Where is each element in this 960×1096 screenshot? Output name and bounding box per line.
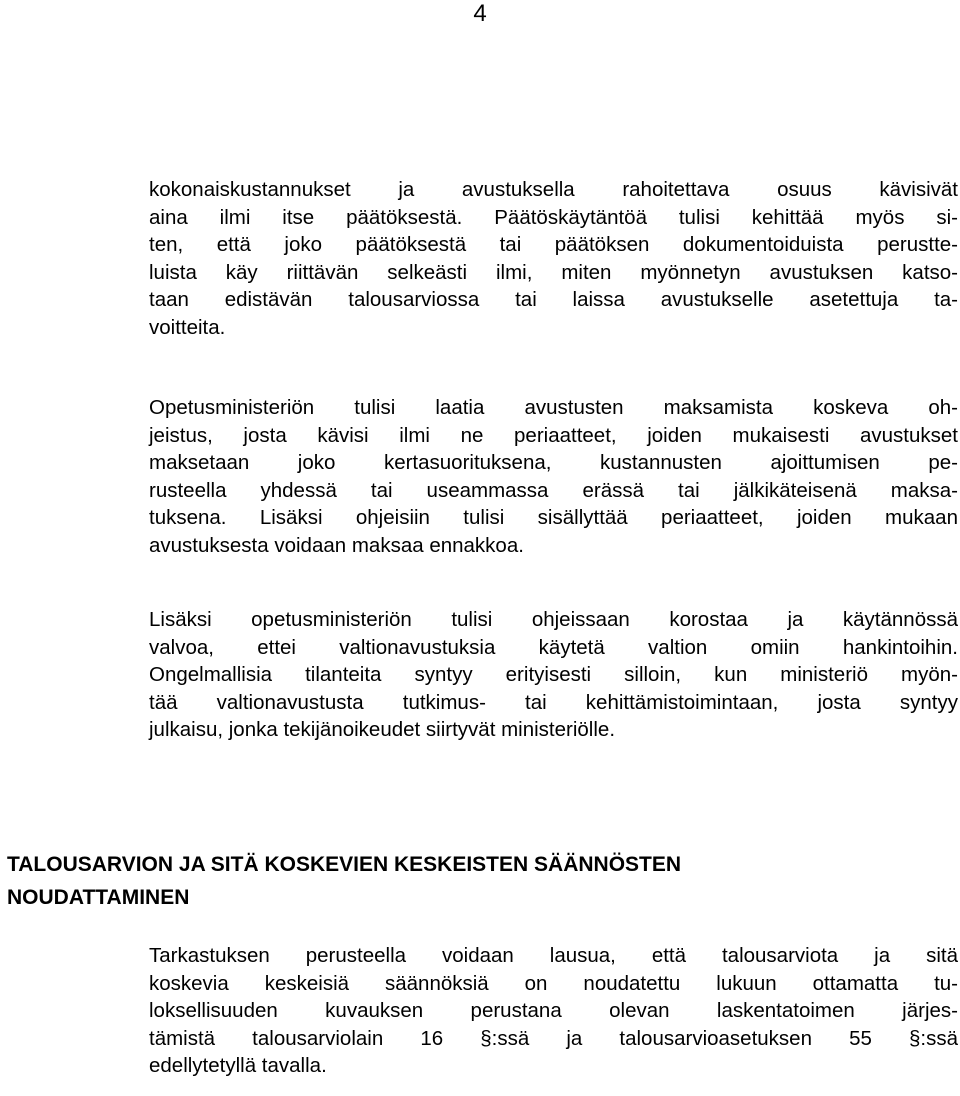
text-line: luista käy riittävän selkeästi ilmi, miten myönnetyn avustuksen katso- [149, 260, 958, 284]
text-line: julkaisu, jonka tekijänoikeudet siirtyvät ministeriölle. [149, 718, 616, 741]
text-line: aina ilmi itse päätöksestä. Päätöskäytäntöä tulisi kehittää myös si- [149, 205, 958, 229]
paragraph-ministry-procurement [149, 606, 958, 744]
paragraph-audit-conclusion [149, 942, 958, 1080]
heading-line: TALOUSARVION JA SITÄ KOSKEVIEN KESKEISTEN SÄÄNNÖSTEN [7, 853, 682, 876]
text-line: valvoa, ettei valtionavustuksia käytetä valtion omiin hankintoihin. [149, 635, 958, 659]
text-line: voitteita. [149, 315, 226, 339]
heading-line: NOUDATTAMINEN [7, 886, 190, 909]
text-line: Tarkastuksen perusteella voidaan lausua, että talousarviota ja sitä [149, 944, 958, 967]
paragraph-payment-guidelines [149, 394, 958, 559]
text-line: Ongelmallisia tilanteita syntyy erityisesti silloin, kun ministeriö myön- [149, 663, 958, 686]
text-line: tämistä talousarviolain 16 §:ssä ja talousarvioasetuksen 55 §:ssä [149, 1026, 958, 1050]
text-line: koskevia keskeisiä säännöksiä on noudatettu lukuun ottamatta tu- [149, 971, 958, 995]
text-line: edellytetyllä tavalla. [149, 1054, 327, 1077]
text-line: Opetusministeriön tulisi laatia avustusten maksamista koskeva oh- [149, 396, 958, 419]
text-line: rusteella yhdessä tai useammassa erässä tai jälkikäteisenä maksa- [149, 478, 958, 502]
text-line: avustuksesta voidaan maksaa ennakkoa. [149, 533, 524, 557]
text-line: maksetaan joko kertasuorituksena, kustannusten ajoittumisen pe- [149, 451, 958, 474]
text-line: tää valtionavustusta tutkimus- tai kehittämistoimintaan, josta syntyy [149, 690, 958, 714]
text-line: jeistus, josta kävisi ilmi ne periaatteet, joiden mukaisesti avustukset [149, 423, 958, 447]
text-line: Lisäksi opetusministeriön tulisi ohjeissaan korostaa ja käytännössä [149, 608, 958, 631]
section-heading [7, 848, 907, 914]
text-line: taan edistävän talousarviossa tai laissa avustukselle asetettuja ta- [149, 288, 958, 311]
text-line: ten, että joko päätöksestä tai päätöksen dokumentoiduista perustte- [149, 233, 958, 256]
paragraph-subsidy-decisions [149, 176, 958, 341]
page-number: 4 [473, 0, 487, 27]
text-line: loksellisuuden kuvauksen perustana olevan laskentatoimen järjes- [149, 999, 958, 1022]
text-line: kokonaiskustannukset ja avustuksella rahoitettava osuus kävisivät [149, 178, 958, 201]
text-line: tuksena. Lisäksi ohjeisiin tulisi sisällyttää periaatteet, joiden mukaan [149, 506, 958, 529]
